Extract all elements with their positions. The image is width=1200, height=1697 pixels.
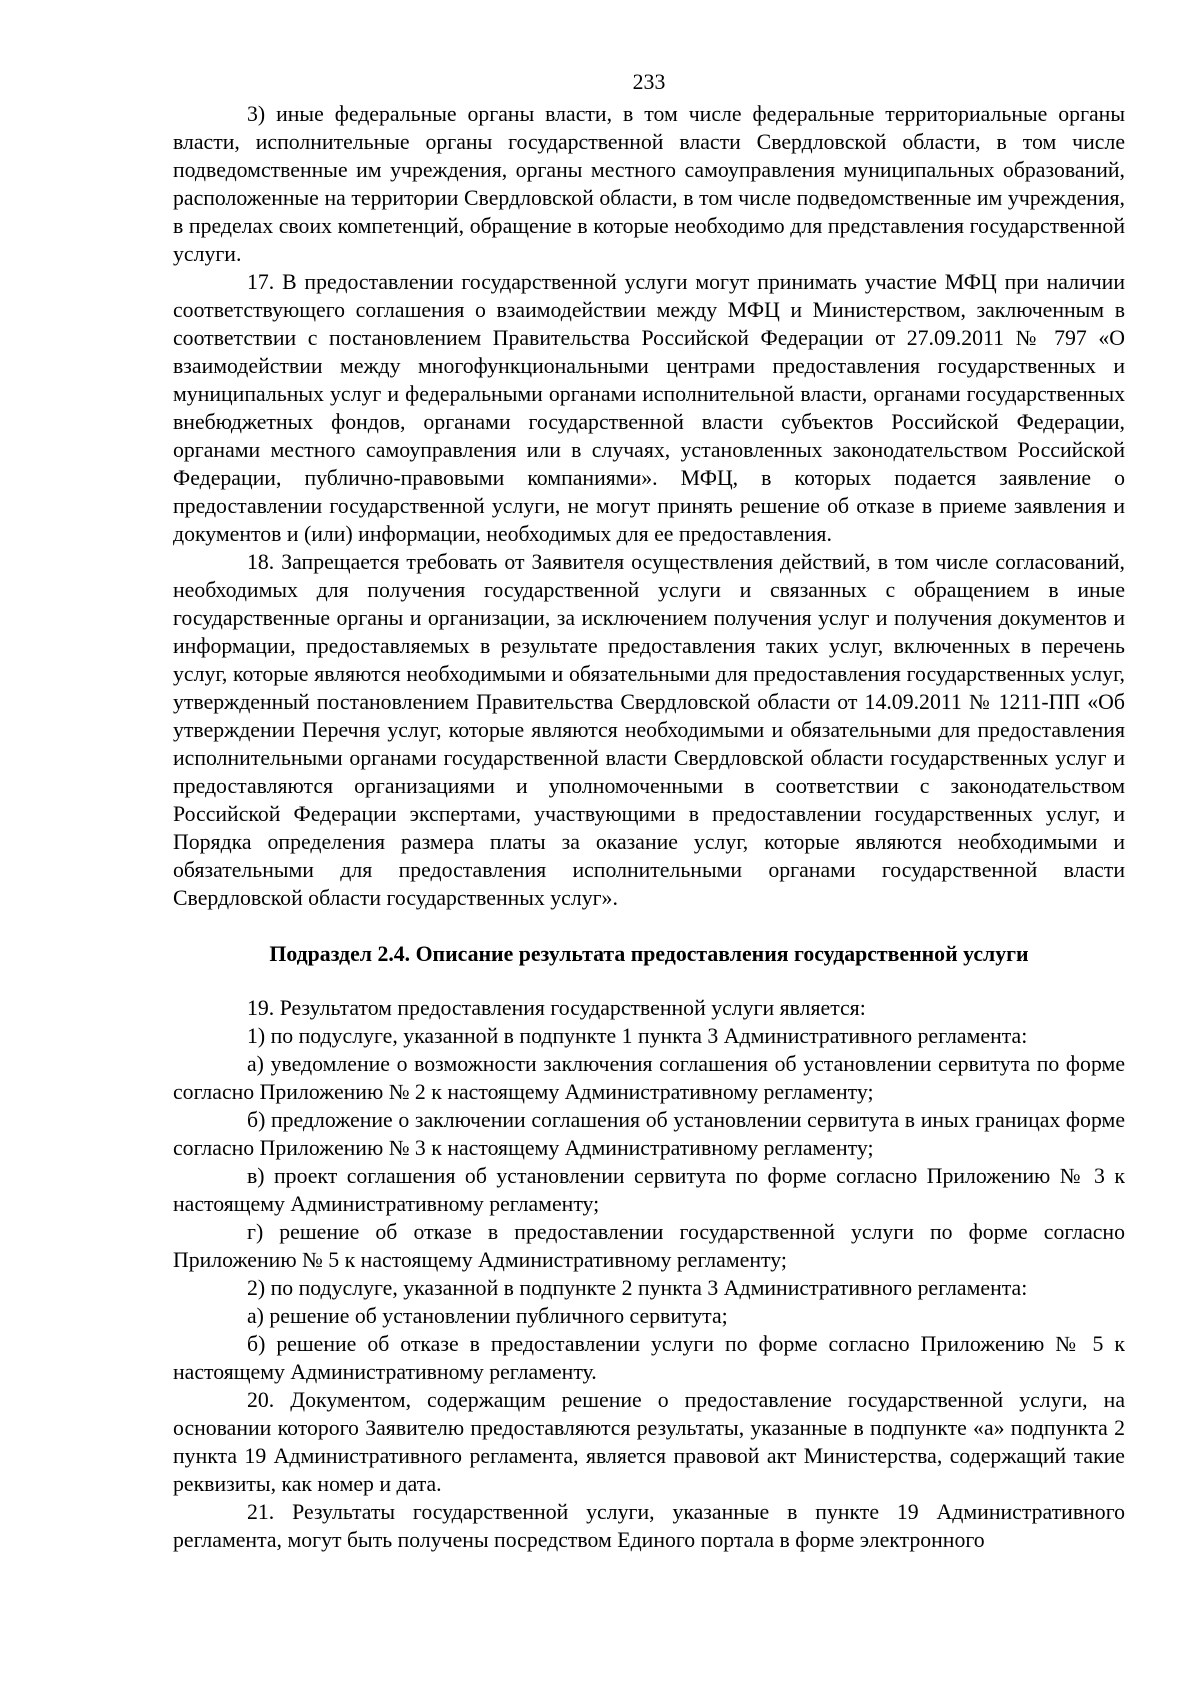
paragraph-19-result: 19. Результатом предоставления государственной услуги является: (247, 996, 866, 1020)
paragraph-18-prohibition: 18. Запрещается требовать от Заявителя осуществления действий, в том числе согласований, необходимых для получения государственной услуги и связанных с обращением в иные государственные органы и организации, за исключением получения услуг и получения документов и информации, предоставляемых в результате предоставления таких услуг, включенных в перечень услуг, которые являются необходимыми и обязательными для предоставления государственных услуг, утвержденный постановлением Правительства Свердловской области от 14.09.2011 № 1211-ПП «Об утверждении Перечня услуг, которые являются необходимыми и обязательными для предоставления исполнительными органами государственной власти Свердловской области государственных услуг и предоставляются организациями и уполномоченными в соответствии с законодательством Российской Федерации экспертами, участвующими в предоставлении государственных услуг, и Порядка определения размера платы за оказание услуг, которые являются необходимыми и обязательными для предоставления исполнительными органами государственной власти Свердловской области государственных услуг». (173, 550, 1125, 910)
page-number: 233 (632, 70, 666, 94)
paragraph-20-document: 20. Документом, содержащим решение о предоставление государственной услуги, на основании которого Заявителю предоставляются результаты, указанные в подпункте «а» подпункта 2 пункта 19 Административного регламента, является правовой акт Министерства, содержащий такие реквизиты, как номер и дата. (173, 1388, 1125, 1496)
paragraph-21-results: 21. Результаты государственной услуги, указанные в пункте 19 Административного регламента, могут быть получены посредством Единого портала в форме электронного (173, 1500, 1125, 1552)
section-heading-2-4: Подраздел 2.4. Описание результата предоставления государственной услуги (269, 942, 1029, 966)
paragraph-17-mfc: 17. В предоставлении государственной услуги могут принимать участие МФЦ при наличии соответствующего соглашения о взаимодействии между МФЦ и Министерством, заключенным в соответствии с постановлением Правительства Российской Федерации от 27.09.2011 № 797 «О взаимодействии между многофункциональными центрами предоставления государственных и муниципальных услуг и федеральными органами исполнительной власти, органами государственных внебюджетных фондов, органами государственной власти субъектов Российской Федерации, органами местного самоуправления или в случаях, установленных законодательством Российской Федерации, публично-правовыми компаниями». МФЦ, в которых подается заявление о предоставлении государственной услуги, не могут принять решение об отказе в приеме заявления и документов и (или) информации, необходимых для ее предоставления. (173, 270, 1125, 546)
paragraph-3-other-authorities: 3) иные федеральные органы власти, в том числе федеральные территориальные органы власти, исполнительные органы государственной власти Свердловской области, в том числе подведомственные им учреждения, органы местного самоуправления муниципальных образований, расположенные на территории Свердловской области, в том числе подведомственные им учреждения, в пределах своих компетенций, обращение в которые необходимо для представления государственной услуги. (173, 102, 1125, 266)
paragraph-19-2-subservice: 2) по подуслуге, указанной в подпункте 2 пункта 3 Административного регламента: (247, 1276, 1028, 1300)
paragraph-19-1-subservice: 1) по подуслуге, указанной в подпункте 1 пункта 3 Административного регламента: (247, 1024, 1028, 1048)
paragraph-19-1-g: г) решение об отказе в предоставлении государственной услуги по форме согласно Приложению № 5 к настоящему Административному регламенту; (173, 1220, 1125, 1272)
paragraph-19-1-b: б) предложение о заключении соглашения об установлении сервитута в иных границах форме согласно Приложению № 3 к настоящему Административному регламенту; (173, 1108, 1125, 1160)
paragraph-19-2-b: б) решение об отказе в предоставлении услуги по форме согласно Приложению № 5 к настоящему Административному регламенту. (173, 1332, 1125, 1384)
paragraph-19-1-v: в) проект соглашения об установлении сервитута по форме согласно Приложению № 3 к настоящему Административному регламенту; (173, 1164, 1125, 1216)
paragraph-19-2-a: а) решение об установлении публичного сервитута; (247, 1304, 728, 1328)
paragraph-19-1-a: а) уведомление о возможности заключения соглашения об установлении сервитута по форме согласно Приложению № 2 к настоящему Административному регламенту; (173, 1052, 1125, 1104)
